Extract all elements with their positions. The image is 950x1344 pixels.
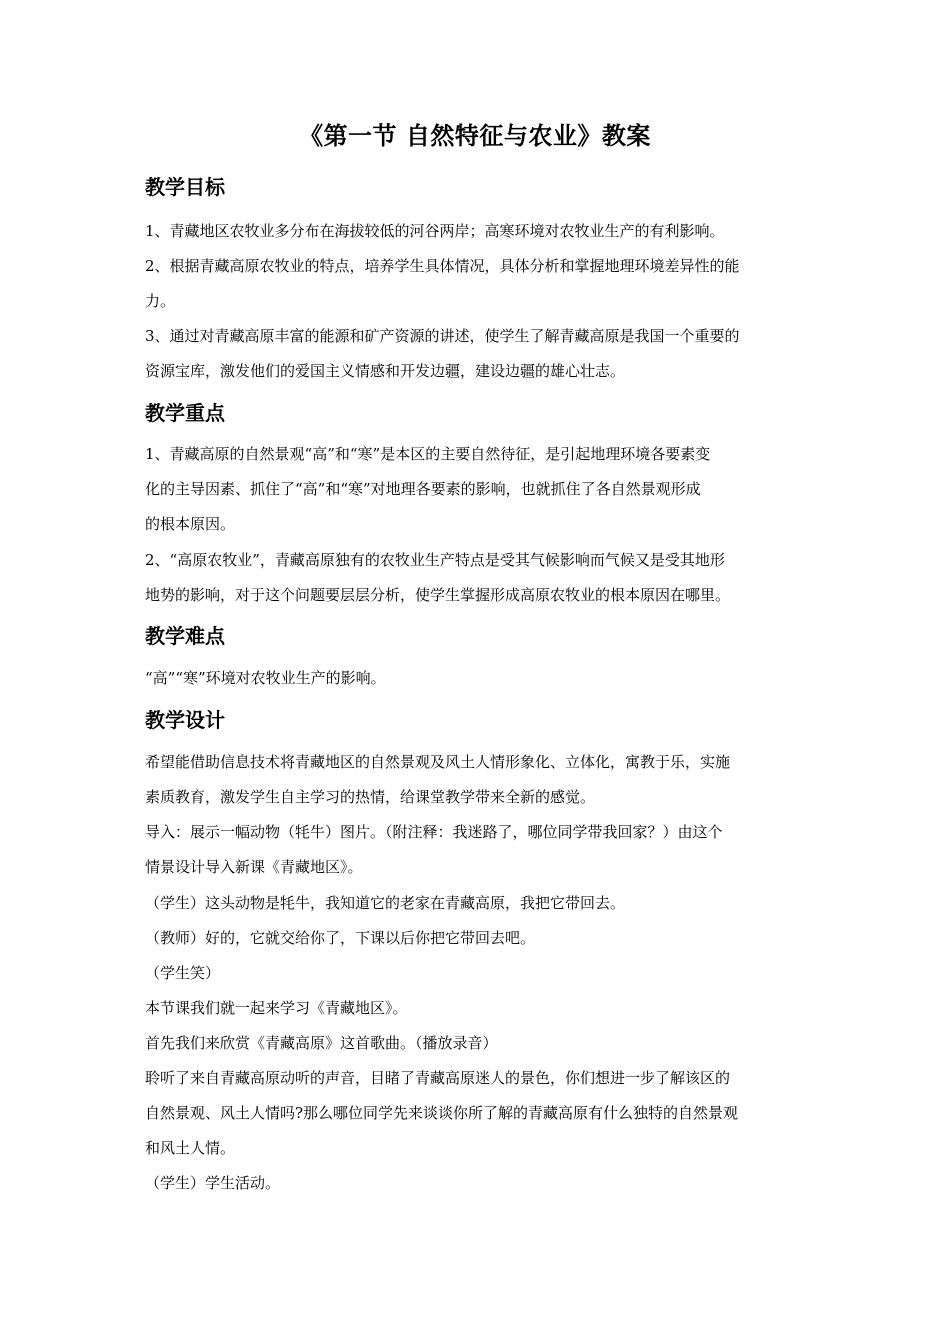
text-line: 1、青藏地区农牧业多分布在海拔较低的河谷两岸；高寒环境对农牧业生产的有利影响。 <box>145 222 725 240</box>
text-line: （学生笑） <box>145 964 221 982</box>
design-item-8 <box>145 1061 813 1166</box>
text-line: 情景设计导入新课《青藏地区》。 <box>145 858 363 876</box>
objective-item-1 <box>145 214 813 249</box>
text-line: 资源宝库，激发他们的爱国主义情感和开发边疆，建设边疆的雄心壮志。 <box>145 362 626 380</box>
design-item-6 <box>145 991 813 1026</box>
objective-item-2 <box>145 249 813 319</box>
text-line: 2、“高原农牧业”，青藏高原独有的农牧业生产特点是受其气候影响而气候又是受其地形 <box>145 551 725 569</box>
objective-item-3 <box>145 319 813 389</box>
text-line: “高”“寒”环境对农牧业生产的影响。 <box>145 669 386 687</box>
key-point-item-1 <box>145 437 813 542</box>
heading-teaching-objectives: 教学目标 <box>145 175 225 199</box>
text-line: 和风土人情。 <box>145 1139 236 1157</box>
text-line: 首先我们来欣赏《青藏高原》这首歌曲。（播放录音） <box>145 1034 498 1052</box>
text-line: 导入：展示一幅动物（牦牛）图片。（附注释：我迷路了，哪位同学带我回家？）由这个 <box>145 823 723 841</box>
key-point-item-2 <box>145 543 813 613</box>
text-line: 聆听了来自青藏高原动听的声音，目睹了青藏高原迷人的景色，你们想进一步了解该区的 <box>145 1069 731 1087</box>
design-item-2 <box>145 815 813 885</box>
design-item-9 <box>145 1166 813 1201</box>
heading-teaching-design: 教学设计 <box>145 708 225 732</box>
design-item-1 <box>145 745 813 815</box>
text-line: 本节课我们就一起来学习《青藏地区》。 <box>145 999 408 1017</box>
design-item-7 <box>145 1026 813 1061</box>
document-title: 《第一节 自然特征与农业》教案 <box>299 122 651 150</box>
design-item-5 <box>145 956 813 991</box>
text-line: 1、青藏高原的自然景观“高”和“寒”是本区的主要自然待征，是引起地理环境各要素变 <box>145 445 711 463</box>
text-line: （教师）好的，它就交给你了，下课以后你把它带回去吧。 <box>145 929 536 947</box>
text-line: 素质教育，激发学生自主学习的热情，给课堂教学带来全新的感觉。 <box>145 788 596 806</box>
text-line: 地势的影响，对于这个问题要层层分析，使学生掌握形成高原农牧业的根本原因在哪里。 <box>145 586 731 604</box>
text-line: 希望能借助信息技术将青藏地区的自然景观及风土人情形象化、立体化，寓教于乐，实施 <box>145 753 731 771</box>
design-item-3 <box>145 886 813 921</box>
heading-key-points: 教学重点 <box>145 401 225 425</box>
text-line: 的根本原因。 <box>145 515 236 533</box>
text-line: 自然景观、风土人情吗?那么哪位同学先来谈谈你所了解的青藏高原有什么独特的自然景观 <box>145 1104 739 1122</box>
text-line: （学生）这头动物是牦牛，我知道它的老家在青藏高原，我把它带回去。 <box>145 894 626 912</box>
text-line: 2、根据青藏高原农牧业的特点，培养学生具体情况，具体分析和掌握地理环境差异性的能 <box>145 257 740 275</box>
text-line: 力。 <box>145 292 176 310</box>
text-line: 3、通过对青藏高原丰富的能源和矿产资源的讲述，使学生了解青藏高原是我国一个重要的 <box>145 327 740 345</box>
text-line: （学生）学生活动。 <box>145 1174 281 1192</box>
design-item-4 <box>145 921 813 956</box>
text-line: 化的主导因素、抓住了“高”和“寒”对地理各要素的影响，也就抓住了各自然景观形成 <box>145 480 701 498</box>
heading-difficulties: 教学难点 <box>145 624 225 648</box>
difficulty-item-1 <box>145 661 813 696</box>
